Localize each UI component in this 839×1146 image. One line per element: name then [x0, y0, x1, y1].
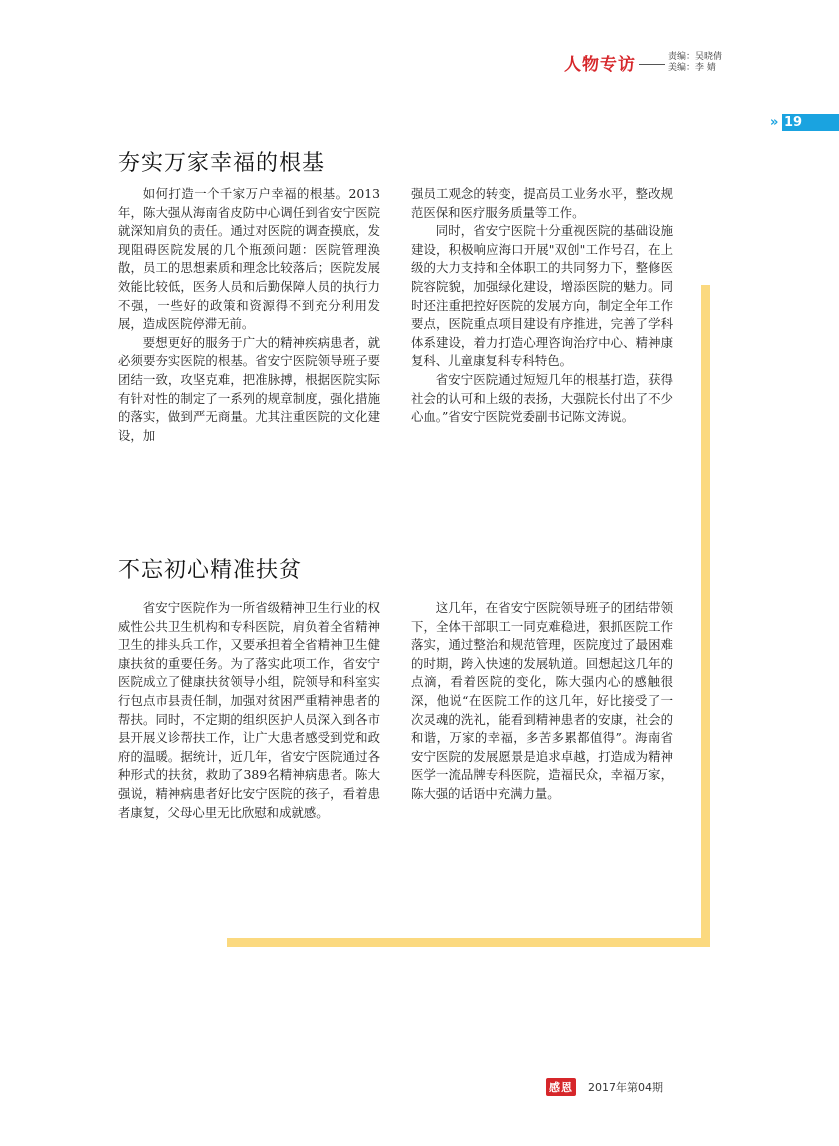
section2-title: 不忘初心精准扶贫 — [118, 558, 303, 583]
page-number-marker — [770, 114, 839, 131]
decorative-frame-horizontal — [227, 938, 710, 947]
paragraph: 强员工观念的转变，提高员工业务水平，整改规范医保和医疗服务质量等工作。 — [411, 186, 673, 220]
paragraph: 这几年，在省安宁医院领导班子的团结带领下，全体干部职工一同克难稳进，狠抓医院工作落实，通过整治和规范管理，医院度过了最困难的时期，跨入快速的发展轨道。回想起这几年的点滴，看着医院的变化，陈大强内心的感触很深，他说“在医院工作的这几年，好比接受了一次灵魂的洗礼，能看到精神患者的安康，社会的和谐，万家的幸福，多苦多累都值得”。海南省安宁医院的发展愿景是追求卓越，打造成为精神医学一流品牌专科医院，造福民众，幸福万家，陈大强的话语中充满力量。 — [411, 600, 673, 801]
paragraph: 省安宁医院作为一所省级精神卫生行业的权威性公共卫生机构和专科医院，肩负着全省精神卫生的排头兵工作，又要承担着全省精神卫生健康扶贫的重要任务。为了落实此项工作，省安宁医院成立了健康扶贫领导小组，院领导和科室实行包点市县责任制，加强对贫困严重精神患者的帮扶。同时，不定期的组织医护人员深入到各市县开展义诊帮扶工作，让广大患者感受到党和政府的温暖。据统计，近几年，省安宁医院通过各种形式的扶贫，救助了389名精神病患者。陈大强说，精神病患者好比安宁医院的孩子，看着患者康复，父母心里无比欣慰和成就感。 — [118, 600, 380, 820]
section1-right-column — [411, 185, 673, 427]
section-label: 人物专访 — [564, 55, 636, 75]
page-number: 19 — [782, 114, 839, 131]
editor-credit: 责编：吴晓倩 — [668, 51, 723, 62]
paragraph: 省安宁医院通过短短几年的根基打造，获得社会的认可和上级的表扬，大强院长付出了不少心血。”省安宁医院党委副书记陈文涛说。 — [411, 371, 673, 425]
header-divider — [639, 64, 665, 65]
paragraph: 同时，省安宁医院十分重视医院的基础设施建设，积极响应海口开展"双创"工作号召，在上级的大力支持和全体职工的共同努力下，整修医院容院貌，加强绿化建设，增添医院的魅力。同时还注重把控好医院的发展方向，制定全年工作要点，医院重点项目建设有序推进，完善了学科体系建设，着力打造心理咨询治疗中心、精神康复科、儿童康复科专科特色。 — [411, 223, 673, 369]
section1-left-column — [118, 185, 380, 445]
decorative-frame-vertical — [701, 285, 710, 947]
section2-left-column — [118, 599, 380, 822]
credits — [668, 52, 722, 74]
section2-right-column — [411, 599, 673, 804]
issue-label: 2017年第04期 — [588, 1081, 663, 1094]
magazine-logo: 感恩 — [546, 1078, 576, 1096]
double-chevron-icon: » — [770, 115, 779, 130]
page-header — [564, 50, 722, 75]
art-editor-credit: 美编：李 婧 — [668, 62, 716, 73]
page-footer — [546, 1078, 663, 1096]
paragraph: 如何打造一个千家万户幸福的根基。2013年，陈大强从海南省皮防中心调任到省安宁医院就深知肩负的责任。通过对医院的调查摸底，发现阻碍医院发展的几个瓶颈问题：医院管理涣散，员工的思想素质和理念比较落后；医院发展效能比较低，医务人员和后勤保障人员的执行力不强，一些好的政策和资源得不到充分利用发展，造成医院停滞无前。 — [118, 186, 380, 332]
section1-title: 夯实万家幸福的根基 — [118, 151, 326, 176]
paragraph: 要想更好的服务于广大的精神疾病患者，就必须要夯实医院的根基。省安宁医院领导班子要团结一致，攻坚克难，把准脉搏，根据医院实际有针对性的制定了一系列的规章制度，强化措施的落实，做到严无商量。尤其注重医院的文化建设，加 — [118, 334, 380, 443]
